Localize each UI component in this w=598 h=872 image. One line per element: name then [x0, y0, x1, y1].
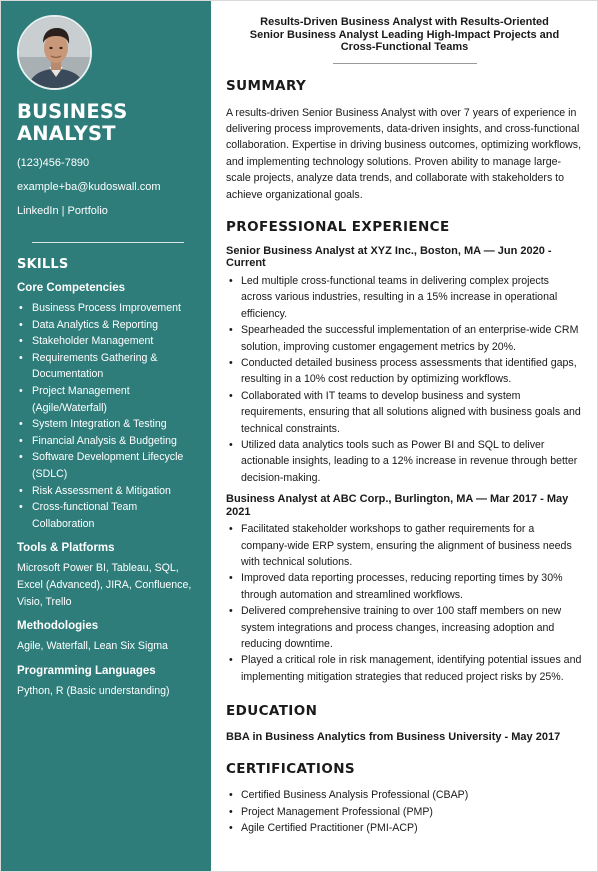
experience-heading: PROFESSIONAL EXPERIENCE	[226, 218, 450, 235]
core-competencies-heading: Core Competencies	[17, 282, 126, 294]
list-item: • Facilitated stakeholder workshops to gather requirements for a company-wide ERP system, ensuring the alignment of business needs with technical solutions.	[226, 521, 583, 570]
headline-divider	[333, 63, 477, 64]
contact-info	[17, 157, 195, 218]
tools-heading: Tools & Platforms	[17, 542, 115, 555]
main-content	[211, 1, 597, 871]
list-item: • Stakeholder Management	[17, 333, 195, 350]
job-title: Senior Business Analyst at XYZ Inc., Boston, MA — Jun 2020 - Current	[226, 244, 552, 270]
list-item: • Project Management Professional (PMP)	[226, 804, 583, 820]
name-line-1: BUSINESS	[17, 100, 128, 123]
programming-text: Python, R (Basic understanding)	[17, 684, 170, 697]
sidebar-divider	[32, 242, 184, 243]
sidebar	[1, 1, 211, 871]
certifications-heading: CERTIFICATIONS	[226, 761, 356, 778]
list-item: • Collaborated with IT teams to develop business and system requirements, ensuring that all solutions aligned with business goals and technical constraints.	[226, 388, 583, 437]
list-item: • Agile Certified Practitioner (PMI-ACP)	[226, 820, 583, 836]
list-item: • Project Management (Agile/Waterfall)	[17, 383, 195, 416]
list-item: • Conducted detailed business process assessments that identified gaps, resulting in a 10% cost reduction by optimizing workflows.	[226, 355, 583, 388]
job-bullets	[226, 521, 583, 685]
list-item: • Played a critical role in risk management, identifying potential issues and implementing mitigation strategies that reduced project risks by 25%.	[226, 652, 583, 685]
list-item: • Financial Analysis & Budgeting	[17, 433, 195, 450]
skills-heading: SKILLS	[17, 257, 69, 272]
phone-number: (123)456-7890	[17, 157, 90, 169]
list-item: • Data Analytics & Reporting	[17, 317, 195, 334]
core-competencies-list	[17, 300, 195, 532]
list-item: • Risk Assessment & Mitigation	[17, 483, 195, 500]
education-heading: EDUCATION	[226, 703, 318, 720]
programming-heading: Programming Languages	[17, 664, 156, 677]
job-title: Business Analyst at ABC Corp., Burlington, MA — Mar 2017 - May 2021	[226, 493, 569, 518]
job-bullets	[226, 273, 583, 486]
resume-headline: Results-Driven Business Analyst with Results-Oriented Senior Business Analyst Leading High-Impact Projects and Cross-Functional Teams	[249, 16, 560, 53]
methodologies-text: Agile, Waterfall, Lean Six Sigma	[17, 640, 168, 653]
list-item: • Spearheaded the successful implementation of an enterprise-wide CRM solution, improving customer engagement metrics by 20%.	[226, 322, 583, 355]
list-item: • Business Process Improvement	[17, 300, 195, 317]
email-address[interactable]: example+ba@kudoswall.com	[17, 181, 161, 193]
list-item: • System Integration & Testing	[17, 416, 195, 433]
tools-text: Microsoft Power BI, Tableau, SQL, Excel (Advanced), JIRA, Confluence, Visio, Trello	[17, 562, 192, 608]
list-item: • Software Development Lifecycle (SDLC)	[17, 449, 195, 482]
list-item: • Utilized data analytics tools such as Power BI and SQL to deliver actionable insights, leading to a 12% increase in revenue through better decision-making.	[226, 437, 583, 486]
list-item: • Led multiple cross-functional teams in delivering complex projects across various industries, resulting in a 15% increase in operational efficiency.	[226, 273, 583, 322]
summary-text: A results-driven Senior Business Analyst with over 7 years of experience in delivering process improvements, data-driven insights, and cross-functional collaboration. Expertise in driving business outcomes, optimizing workflows, and implementing technology solutions. Proven ability to manage large-scale projects, analyze data trends, and collaborate with stakeholders to achieve organizational goals.	[226, 106, 582, 201]
list-item: • Certified Business Analysis Professional (CBAP)	[226, 787, 583, 803]
education-text: BBA in Business Analytics from Business University - May 2017	[226, 731, 561, 744]
list-item: • Delivered comprehensive training to over 100 staff members on new system integrations and process changes, increasing adoption and reducing downtime.	[226, 603, 583, 652]
profile-links[interactable]: LinkedIn | Portfolio	[17, 205, 108, 217]
list-item: • Cross-functional Team Collaboration	[17, 499, 195, 532]
name-line-2: ANALYST	[17, 122, 116, 145]
list-item: • Requirements Gathering & Documentation	[17, 350, 195, 383]
person-photo-icon	[19, 17, 92, 90]
profile-photo	[17, 15, 92, 90]
certifications-list	[226, 787, 583, 836]
summary-heading: SUMMARY	[226, 77, 307, 94]
candidate-name	[17, 101, 195, 145]
methodologies-heading: Methodologies	[17, 620, 99, 633]
list-item: • Improved data reporting processes, reducing reporting times by 30% through automation and streamlined workflows.	[226, 570, 583, 603]
